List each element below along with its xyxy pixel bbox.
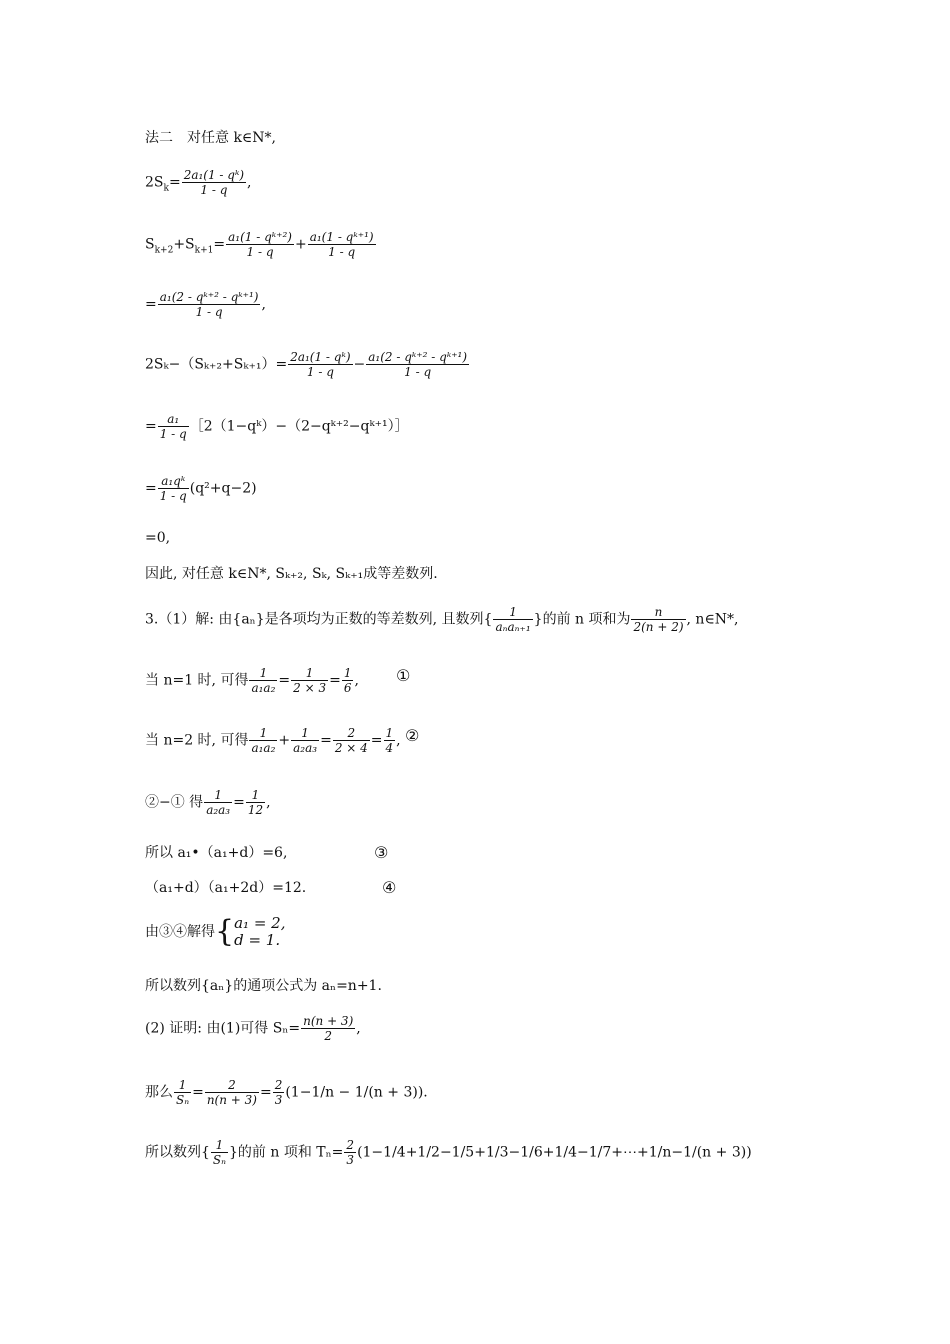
equation-difference: 2Sₖ−（Sₖ₊₂+Sₖ₊₁）= $\frac{\text{2a₁(1 - qᵏ)}}{1 - q}$ − $\frac{\text{a₁(2 - qᵏ⁺² - qᵏ⁺¹)}}{1 - q}$	[145, 350, 468, 379]
fraction: $\frac{n}{2(n + 2)}$	[633, 605, 684, 634]
case-n2: 当 n=2 时, 可得 $\frac{1}{\text{a₁a₂}}$ + $\frac{1}{\text{a₂a₃}}$ = $\frac{2}{2 \times 4}$ = $\frac{1}{4}$ ,	[145, 726, 401, 755]
equation-factored: = $\frac{\text{a₁}}{1 - q}$ ［2（1−qᵏ）−（2−qᵏ⁺²−qᵏ⁺¹）］	[145, 412, 409, 441]
system-solution: 由③④解得{ a₁ = 2, d = 1.	[145, 914, 286, 949]
circled-mark-2: ②	[405, 726, 420, 745]
fraction: $\frac{\text{a₁}}{1 - q}$	[159, 412, 187, 441]
general-term: 所以数列{aₙ}的通项公式为 aₙ=n+1.	[145, 978, 382, 994]
fraction: $\frac{1}{2 \times 3}$	[293, 666, 327, 695]
left-brace: {	[215, 914, 235, 949]
case-n1: 当 n=1 时, 可得 $\frac{1}{\text{a₁a₂}}$ = $\frac{1}{2 \times 3}$ = $\frac{1}{6}$ ,	[145, 666, 359, 695]
fraction: $\frac{1}{\text{a₂a₃}}$	[206, 788, 231, 817]
fraction: $\frac{\text{2a₁(1 - qᵏ)}}{1 - q}$	[183, 168, 245, 197]
fraction: $\frac{1}{\text{a₁a₂}}$	[251, 666, 276, 695]
fraction: $\frac{2}{n(n + 3)}$	[206, 1078, 257, 1107]
fraction: $\frac{\text{a₁(2 - qᵏ⁺² - qᵏ⁺¹)}}{1 - q}$	[159, 290, 259, 319]
circled-mark-4: ④	[382, 878, 397, 897]
equation-simplified: = $\frac{\text{a₁qᵏ}}{1 - q}$ (q²+q−2)	[145, 474, 257, 503]
reciprocal-sn: 那么 $\frac{1}{\text{Sₙ}}$ = $\frac{2}{n(n + 3)}$ = $\frac{2}{3}$ (1−1/n − 1/(n + 3)).	[145, 1078, 428, 1107]
fraction: $\frac{n(n + 3)}{2}$	[303, 1014, 354, 1043]
circled-mark-3: ③	[374, 843, 389, 862]
equation-2sk: $2S_k=$ $\frac{\text{2a₁(1 - qᵏ)}}{1 - q}$ ,	[145, 168, 252, 197]
sum-tn: 所以数列{ $\frac{1}{\text{Sₙ}}$ }的前 n 项和 Tₙ= $\frac{2}{3}$ (1−1/4+1/2−1/5+1/3−1/6+1/4−1/7+⋯+1/n−1/(n + 3))	[145, 1138, 752, 1167]
equation-sk2-plus-sk1: $S_{k+2}+S_{k+1}=$ $\frac{\text{a₁(1 - qᵏ⁺²)}}{1 - q}$ + $\frac{\text{a₁(1 - qᵏ⁺¹)}}{1 - q}$	[145, 230, 374, 259]
fraction: $\frac{1}{6}$	[343, 666, 352, 695]
fraction: $\frac{\text{2a₁(1 - qᵏ)}}{1 - q}$	[290, 350, 351, 379]
fraction: $\frac{1}{\text{aₙaₙ₊₁}}$	[495, 605, 531, 634]
fraction: $\frac{1}{\text{a₂a₃}}$	[293, 726, 318, 755]
equation-4: （a₁+d）（a₁+2d）=12.	[145, 880, 307, 896]
problem3-intro: 3.（1）解: 由{aₙ}是各项均为正数的等差数列, 且数列{ $\frac{1}{\text{aₙaₙ₊₁}}$ }的前 n 项和为 $\frac{n}{2(n + 2)}$ , n∈N*,	[145, 605, 739, 634]
fraction: $\frac{1}{4}$	[385, 726, 394, 755]
fraction: $\frac{2}{2 \times 4}$	[334, 726, 368, 755]
part2-proof: (2) 证明: 由(1)可得 Sₙ= $\frac{n(n + 3)}{2}$ ,	[145, 1014, 361, 1043]
fraction: $\frac{\text{a₁(1 - qᵏ⁺¹)}}{1 - q}$	[309, 230, 374, 259]
equation-combined: = $\frac{\text{a₁(2 - qᵏ⁺² - qᵏ⁺¹)}}{1 - q}$ ,	[145, 290, 266, 319]
fraction: $\frac{\text{a₁(2 - qᵏ⁺² - qᵏ⁺¹)}}{1 - q}$	[368, 350, 468, 379]
fraction: $\frac{1}{12}$	[247, 788, 264, 817]
conclusion-method-two: 因此, 对任意 k∈N*, Sₖ₊₂, Sₖ, Sₖ₊₁成等差数列.	[145, 566, 438, 582]
fraction: $\frac{2}{3}$	[274, 1078, 283, 1107]
fraction: $\frac{1}{\text{Sₙ}}$	[212, 1138, 227, 1167]
fraction: $\frac{\text{a₁qᵏ}}{1 - q}$	[159, 474, 187, 503]
fraction: $\frac{1}{\text{Sₙ}}$	[176, 1078, 190, 1107]
system-equations: a₁ = 2, d = 1.	[234, 914, 286, 949]
equation-zero: =0,	[145, 530, 171, 546]
circled-mark-1: ①	[396, 666, 411, 685]
fraction: $\frac{2}{3}$	[346, 1138, 355, 1167]
difference-result: ②−① 得 $\frac{1}{\text{a₂a₃}}$ = $\frac{1}{12}$ ,	[145, 788, 271, 817]
fraction: $\frac{1}{\text{a₁a₂}}$	[251, 726, 276, 755]
equation-3: 所以 a₁•（a₁+d）=6,	[145, 845, 288, 861]
method-two-heading: 法二 对任意 k∈N*,	[145, 130, 276, 146]
fraction: $\frac{\text{a₁(1 - qᵏ⁺²)}}{1 - q}$	[228, 230, 292, 259]
